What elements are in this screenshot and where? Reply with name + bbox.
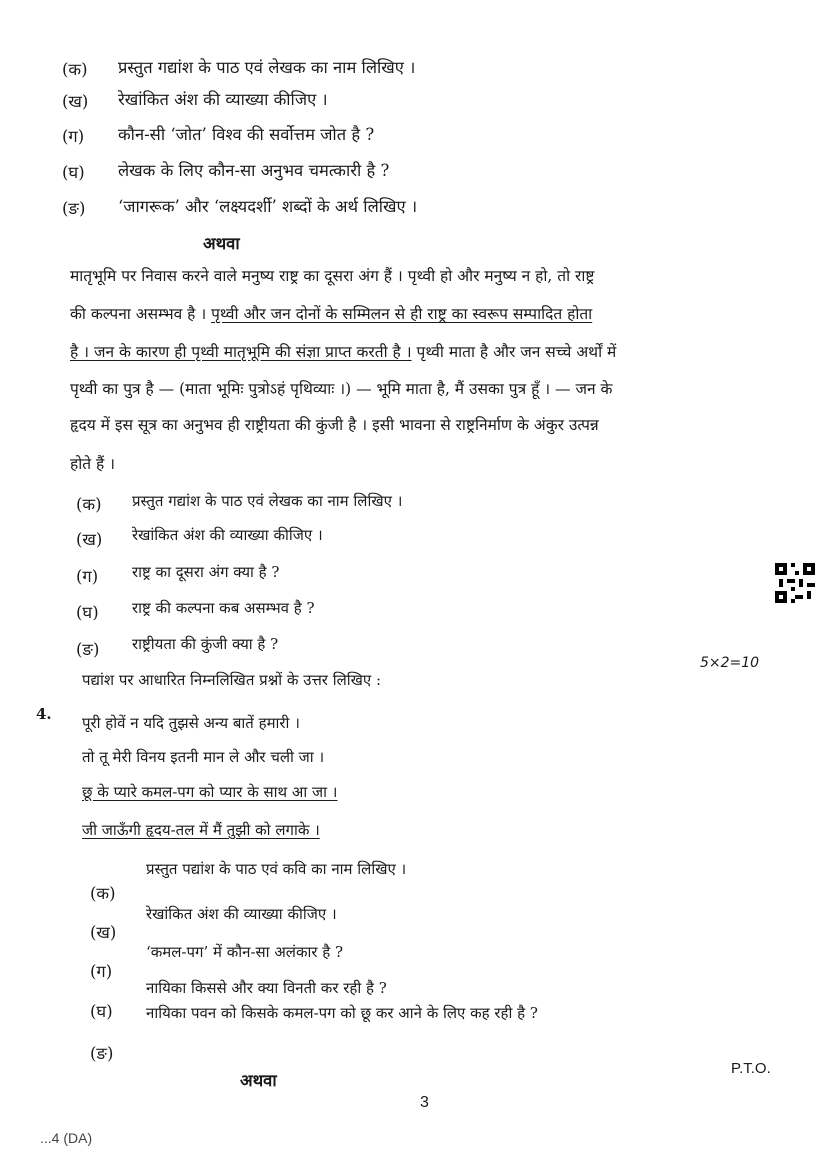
athva-heading: अथवा <box>240 1071 277 1090</box>
q-label: (ग) <box>76 567 99 586</box>
passage-text: की कल्पना असम्भव है । <box>70 305 212 323</box>
passage-line: हृदय में इस सूत्र का अनुभव ही राष्ट्रीयता की कुंजी है । इसी भावना से राष्ट्रनिर्माण के अंकुर उत्पन्न <box>70 416 599 434</box>
underlined-text: पृथ्वी और जन दोनों के सम्मिलन से ही राष्ट्र का स्वरूप सम्पादित होता <box>211 305 593 323</box>
q-label: (ङ) <box>62 199 86 218</box>
q-text: राष्ट्रीयता की कुंजी क्या है ? <box>132 635 279 653</box>
q-text: प्रस्तुत गद्यांश के पाठ एवं लेखक का नाम लिखिए । <box>118 58 416 77</box>
passage-line <box>70 340 770 364</box>
pto-label: P.T.O. <box>731 1060 771 1077</box>
q-text: रेखांकित अंश की व्याख्या कीजिए । <box>146 905 337 923</box>
q-text: राष्ट्र का दूसरा अंग क्या है ? <box>132 563 280 581</box>
q-label: (ग) <box>62 127 85 146</box>
question-number: 4. <box>36 705 52 723</box>
q-text: रेखांकित अंश की व्याख्या कीजिए । <box>132 526 323 544</box>
q-text: राष्ट्र की कल्पना कब असम्भव है ? <box>132 599 315 617</box>
q-text: नायिका किससे और क्या विनती कर रही है ? <box>146 979 387 997</box>
q-label: (ख) <box>76 530 103 549</box>
q-label: (क) <box>90 884 116 903</box>
q-text: ‘कमल-पग’ में कौन-सा अलंकार है ? <box>146 943 344 961</box>
passage-line: होते हैं । <box>70 455 116 473</box>
passage-line <box>70 302 770 326</box>
q-label: (क) <box>62 60 88 79</box>
athva-heading: अथवा <box>203 234 240 253</box>
q-text: कौन-सी ‘जोत’ विश्व की सर्वोत्तम जोत है ? <box>118 125 375 144</box>
q-label: (ख) <box>62 92 89 111</box>
poem-line-underlined: जी जाऊँगी हृदय-तल में मैं तुझी को लगाके । <box>82 821 320 839</box>
instruction: पद्यांश पर आधारित निम्नलिखित प्रश्नों के उत्तर लिखिए : <box>82 671 382 689</box>
passage-line: मातृभूमि पर निवास करने वाले मनुष्य राष्ट्र का दूसरा अंग हैं । पृथ्वी हो और मनुष्य न हो, तो राष्ट्र <box>70 267 595 285</box>
q-label: (ख) <box>90 923 117 942</box>
q-text: नायिका पवन को किसके कमल-पग को छू कर आने के लिए कह रही है ? <box>146 1004 538 1022</box>
poem-line: पूरी होवें न यदि तुझसे अन्य बातें हमारी । <box>82 714 300 732</box>
q-text: लेखक के लिए कौन-सा अनुभव चमत्कारी है ? <box>118 161 390 180</box>
footer-code: ...4 (DA) <box>40 1130 93 1146</box>
marks-label: 5×2=10 <box>700 655 760 671</box>
q-text: प्रस्तुत गद्यांश के पाठ एवं लेखक का नाम लिखिए । <box>132 492 403 510</box>
q-label: (ङ) <box>76 640 100 659</box>
q-label: (क) <box>76 495 102 514</box>
passage-text: पृथ्वी माता है और जन सच्चे अर्थों में <box>411 343 617 361</box>
q-text: प्रस्तुत पद्यांश के पाठ एवं कवि का नाम लिखिए । <box>146 860 407 878</box>
poem-line: तो तू मेरी विनय इतनी मान ले और चली जा । <box>82 748 325 766</box>
q-label: (ङ) <box>90 1044 114 1063</box>
underlined-text: है । जन के कारण ही पृथ्वी मातृभूमि की संज्ञा प्राप्त करती है । <box>70 343 412 361</box>
qr-code-icon <box>775 563 815 603</box>
q-text: ‘जागरूक’ और ‘लक्ष्यदर्शी’ शब्दों के अर्थ लिखिए । <box>118 197 418 216</box>
q-label: (ग) <box>90 962 113 981</box>
q-label: (घ) <box>90 1002 113 1021</box>
poem-line-underlined: छू के प्यारे कमल-पग को प्यार के साथ आ जा । <box>82 783 338 801</box>
q-label: (घ) <box>76 603 99 622</box>
passage-line: पृथ्वी का पुत्र है — (माता भूमिः पुत्रोऽहं पृथिव्याः ।) — भूमि माता है, मैं उसका पुत्र हूँ । — जन के <box>70 380 613 398</box>
page-number: 3 <box>420 1094 429 1111</box>
q-text: रेखांकित अंश की व्याख्या कीजिए । <box>118 90 328 109</box>
q-label: (घ) <box>62 163 85 182</box>
